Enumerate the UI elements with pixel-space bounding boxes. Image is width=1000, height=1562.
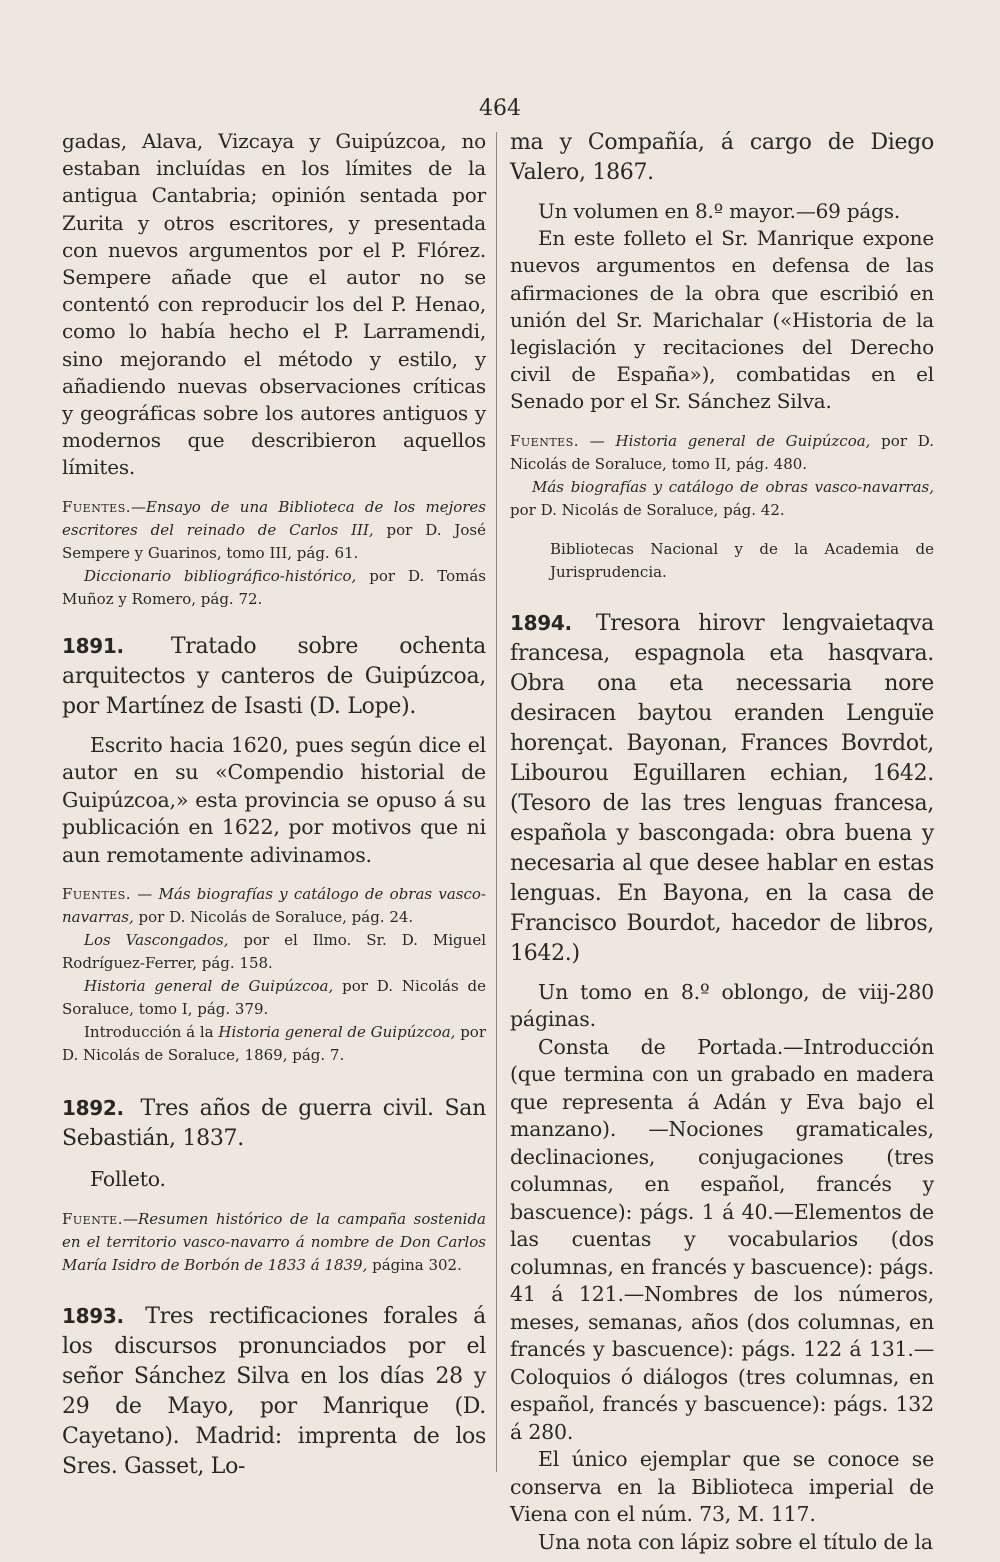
source-title: Historia general de Guipúzcoa, <box>84 977 334 996</box>
source-note <box>62 565 486 611</box>
source-note <box>62 929 486 975</box>
booklet-description: En este folleto el Sr. Manrique expone nuevos argumentos en defensa de las afirmaciones de la obra que escribió en unión del Sr. Marichalar («Historia de la legislación y recitaciones del Derecho civil de España»), combatidas en el Senado por el Sr. Sánchez Silva. <box>510 226 934 414</box>
entry-1894-contents: Consta de Portada.—Introducción (que termina con un grabado en madera que representa á Adán y Eva bajo el manzano). —Nociones gramaticales, declinaciones, conjugaciones (tres columnas, en español, francés y bascuence): págs. 1 á 40.—Elementos de las cuentas y vocabularios (dos columnas, en francés y bascuence): págs. 41 á 121.—Nombres de los números, meses, semanas, años (dos columnas, en francés y bascuence): págs. 122 á 131.—Coloquios ó diálogos (tres columnas, en español, francés y bascuence): págs. 132 á 280. <box>510 1034 934 1444</box>
source-detail: por D. Nicolás de Soraluce, tomo II, pág. 480. <box>510 431 934 473</box>
libraries-note: Bibliotecas Nacional y de la Academia de Jurisprudencia. <box>550 539 934 581</box>
source-title: Más biografías y catálogo de obras vasco-navarras, <box>532 477 934 496</box>
entry-1892-heading <box>62 1093 486 1154</box>
fuentes-label: Fuentes. <box>62 885 132 904</box>
source-detail: por D. Tomás Muñoz y Romero, pág. 72. <box>62 566 486 608</box>
source-title: Diccionario bibliográfico-histórico, <box>84 566 357 585</box>
entry-title: Tratado sobre ochenta arquitectos y canteros de Guipúzcoa, por Martínez de Isasti (D. Lope). <box>62 633 486 719</box>
entry-1894-note: Una nota con lápiz sobre el título de la <box>538 1529 933 1554</box>
entry-number: 1891. <box>62 633 124 658</box>
volume-description: Un volumen en 8.º mayor.—69 págs. <box>538 199 900 223</box>
source-title: —Resumen histórico de la campaña sostenida en el territorio vasco-navarro á nombre de Don Carlos María Isidro de Borbón de 1833 á 1839, <box>62 1210 486 1275</box>
fuente-label: Fuente. <box>62 1210 123 1229</box>
source-detail: por D. Nicolás de Soraluce, tomo I, pág. 379. <box>62 977 487 1019</box>
right-column <box>510 128 935 1554</box>
entry-number: 1894. <box>510 610 572 635</box>
source-detail: página 302. <box>367 1256 462 1275</box>
entry-1894-heading <box>510 608 934 969</box>
entry-number: 1892. <box>62 1096 124 1121</box>
left-column <box>62 128 487 1480</box>
page-number: 464 <box>479 96 521 121</box>
source-detail: por D. Nicolás de Soraluce, pág. 42. <box>510 500 785 519</box>
source-note <box>62 1208 486 1277</box>
entry-title: Tres años de guerra civil. San Sebastián, 1837. <box>62 1096 486 1152</box>
source-detail: por D. José Sempere y Guarinos, tomo III, pág. 61. <box>62 520 486 562</box>
source-note <box>62 975 486 1021</box>
intro-paragraph: gadas, Alava, Vizcaya y Guipúzcoa, no estaban incluídas en los límites de la antigua Cantabria; opinión sentada por Zurita y otros escritores, y presentada con nuevos argumentos por el P. Flórez. Sempere añade que el autor no se contentó con reproducir los del P. Henao, como lo había hecho el P. Larramendi, sino mejorando el método y estilo, y añadiendo nuevas observaciones críticas y geográficas sobre los autores antiguos y modernos que describieron aquellos límites. <box>62 129 486 480</box>
entry-1892-body: Folleto. <box>90 1167 166 1192</box>
source-note <box>510 476 934 522</box>
fuentes-label: Fuentes. <box>62 497 132 516</box>
fuentes-label: Fuentes. <box>510 431 580 450</box>
source-note <box>62 883 486 929</box>
entry-1893-heading <box>62 1301 486 1482</box>
source-note <box>62 496 486 565</box>
source-title: — Más biografías y catálogo de obras vasco-navarras, <box>62 885 486 927</box>
source-detail: por D. Nicolás de Soraluce, pág. 24. <box>133 908 414 927</box>
source-prefix: Introducción á la <box>84 1023 219 1042</box>
source-title: Los Vascongados, <box>84 931 229 950</box>
source-title: Historia general de Guipúzcoa, <box>218 1023 456 1042</box>
entry-1894-format: Un tomo en 8.º oblongo, de viij-280 páginas. <box>510 979 934 1032</box>
source-detail: por D. Nicolás de Soraluce, 1869, pág. 7. <box>62 1023 486 1065</box>
entry-number: 1893. <box>62 1304 124 1329</box>
entry-1891-body: Escrito hacia 1620, pues según dice el autor en su «Compendio historial de Guipúzcoa,» esta provincia se opuso á su publicación en 1622, por motivos que ni aun remotamente adivinamos. <box>62 732 486 867</box>
entry-1894-copy: El único ejemplar que se conoce se conserva en la Biblioteca imperial de Viena con el núm. 73, M. 117. <box>510 1447 934 1527</box>
source-title: —Ensayo de una Biblioteca de los mejores escritores del reinado de Carlos III, <box>62 497 486 539</box>
continued-paragraph: ma y Compañía, á cargo de Diego Valero, 1867. <box>510 130 934 185</box>
entry-title: Tresora hirovr lengvaietaqva francesa, espagnola eta hasqvara. Obra ona eta necessaria nore desiracen baytou eranden Lenguïe horençat. Bayonan, Frances Bovrdot, Libourou Eguillaren echian, 1642. (Tesoro de las tres lenguas francesa, española y bascongada: obra buena y necesaria al que desee hablar en estas lenguas. En Bayona, en la casa de Francisco Bourdot, hacedor de libros, 1642.) <box>510 610 935 966</box>
source-title: — Historia general de Guipúzcoa, <box>579 431 871 450</box>
entry-1891-heading <box>62 631 486 722</box>
source-note <box>62 1021 486 1067</box>
column-divider <box>496 132 497 1472</box>
source-detail: por el Ilmo. Sr. D. Miguel Rodríguez-Ferrer, pág. 158. <box>62 931 486 973</box>
source-note <box>510 430 934 476</box>
entry-title: Tres rectificaciones forales á los discursos pronunciados por el señor Sánchez Silva en los días 28 y 29 de Mayo, por Manrique (D. Cayetano). Madrid: imprenta de los Sres. Gasset, Lo- <box>62 1304 486 1480</box>
